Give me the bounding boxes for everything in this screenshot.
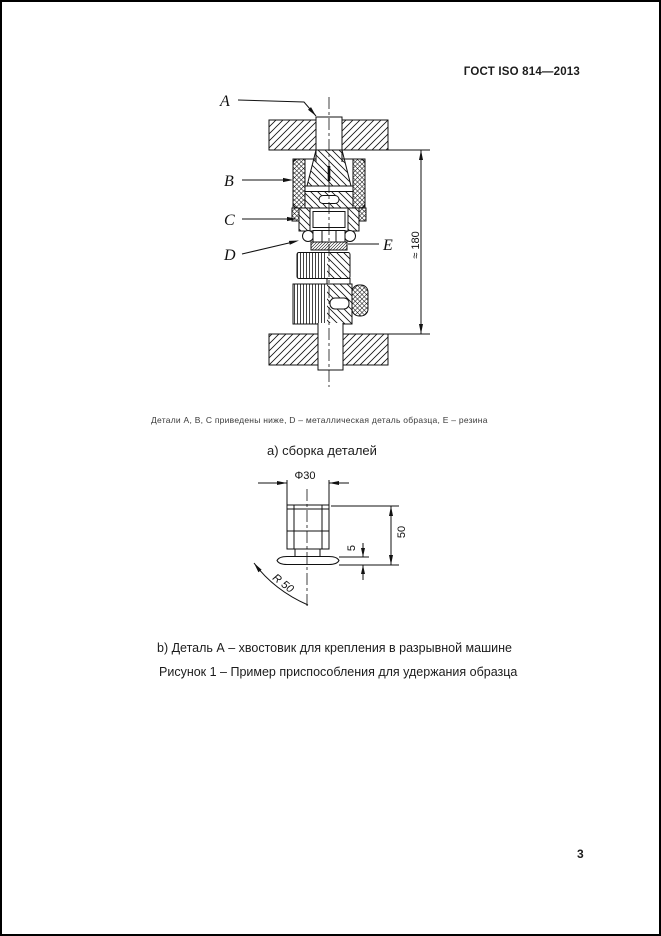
- figure-a-caption: а) сборка деталей: [267, 443, 377, 458]
- arrow-left-icon: [329, 481, 339, 485]
- flange: [277, 557, 339, 565]
- bottom-grip-bar-right: [343, 334, 388, 365]
- shank-cylinder: [287, 505, 329, 549]
- dim-height-value: ≈ 180: [410, 231, 422, 259]
- dim-diameter-value: Φ30: [294, 470, 316, 482]
- label-part-c: C: [224, 212, 235, 229]
- leader-b-arrow-icon: [283, 178, 293, 182]
- d-knob-right: [345, 231, 356, 242]
- dim5-arrow-down-icon: [361, 548, 365, 557]
- knurl-strip-right: [353, 159, 365, 208]
- label-part-b: B: [224, 173, 234, 190]
- leader-a: [238, 100, 316, 116]
- figure-b-detail-drawing: [254, 470, 408, 606]
- dim5-arrow-up-icon: [361, 565, 365, 574]
- cylinder-notch: [330, 298, 349, 309]
- d-knob-left: [303, 231, 314, 242]
- dim-flange-thickness-value: 5: [346, 544, 358, 552]
- figure-a-assembly-drawing: [219, 93, 430, 387]
- standard-header: ГОСТ ISO 814—2013: [463, 66, 580, 78]
- dim-height-lines: [388, 150, 430, 334]
- leader-d: [242, 243, 291, 255]
- page-number: 3: [577, 847, 584, 861]
- knurl-strip-left: [293, 159, 305, 208]
- bottom-grip-bar-left: [269, 334, 318, 365]
- dim-radius-value: R 50: [269, 571, 296, 596]
- collar-section: [327, 253, 350, 279]
- dim-total-height-value: 50: [396, 525, 408, 539]
- cylinder-knurl: [293, 284, 327, 324]
- c-nub-right: [359, 208, 366, 221]
- top-grip-bar-right: [342, 120, 388, 150]
- c-strip-left: [299, 208, 310, 231]
- c-strip-right: [348, 208, 359, 231]
- arrow-right-icon: [277, 481, 287, 485]
- figure-b-caption: b) Деталь А – хвостовик для крепления в разрывной машине: [157, 641, 512, 655]
- arrow-down-icon: [419, 324, 423, 334]
- lower-stem: [318, 323, 343, 370]
- leader-d-arrow-icon: [289, 241, 299, 245]
- shank-neck: [295, 549, 320, 557]
- knurl-blob: [352, 285, 368, 316]
- arrow-up-icon: [419, 150, 423, 160]
- collar-gap: [327, 279, 350, 285]
- label-part-e: E: [383, 237, 393, 254]
- technical-drawings: [2, 2, 661, 936]
- top-grip-bar-left: [269, 120, 316, 150]
- label-part-a: A: [220, 93, 230, 110]
- collar-knurl: [297, 253, 327, 279]
- dim-total-lines: [331, 506, 399, 565]
- label-part-d: D: [224, 247, 236, 264]
- parts-note: Детали А, В, С приведены ниже, D – металлическая деталь образца, Е – резина: [151, 415, 488, 425]
- dim50-arrow-down-icon: [389, 555, 393, 565]
- dim50-arrow-up-icon: [389, 506, 393, 516]
- figure-1-caption: Рисунок 1 – Пример приспособления для удержания образца: [159, 665, 518, 679]
